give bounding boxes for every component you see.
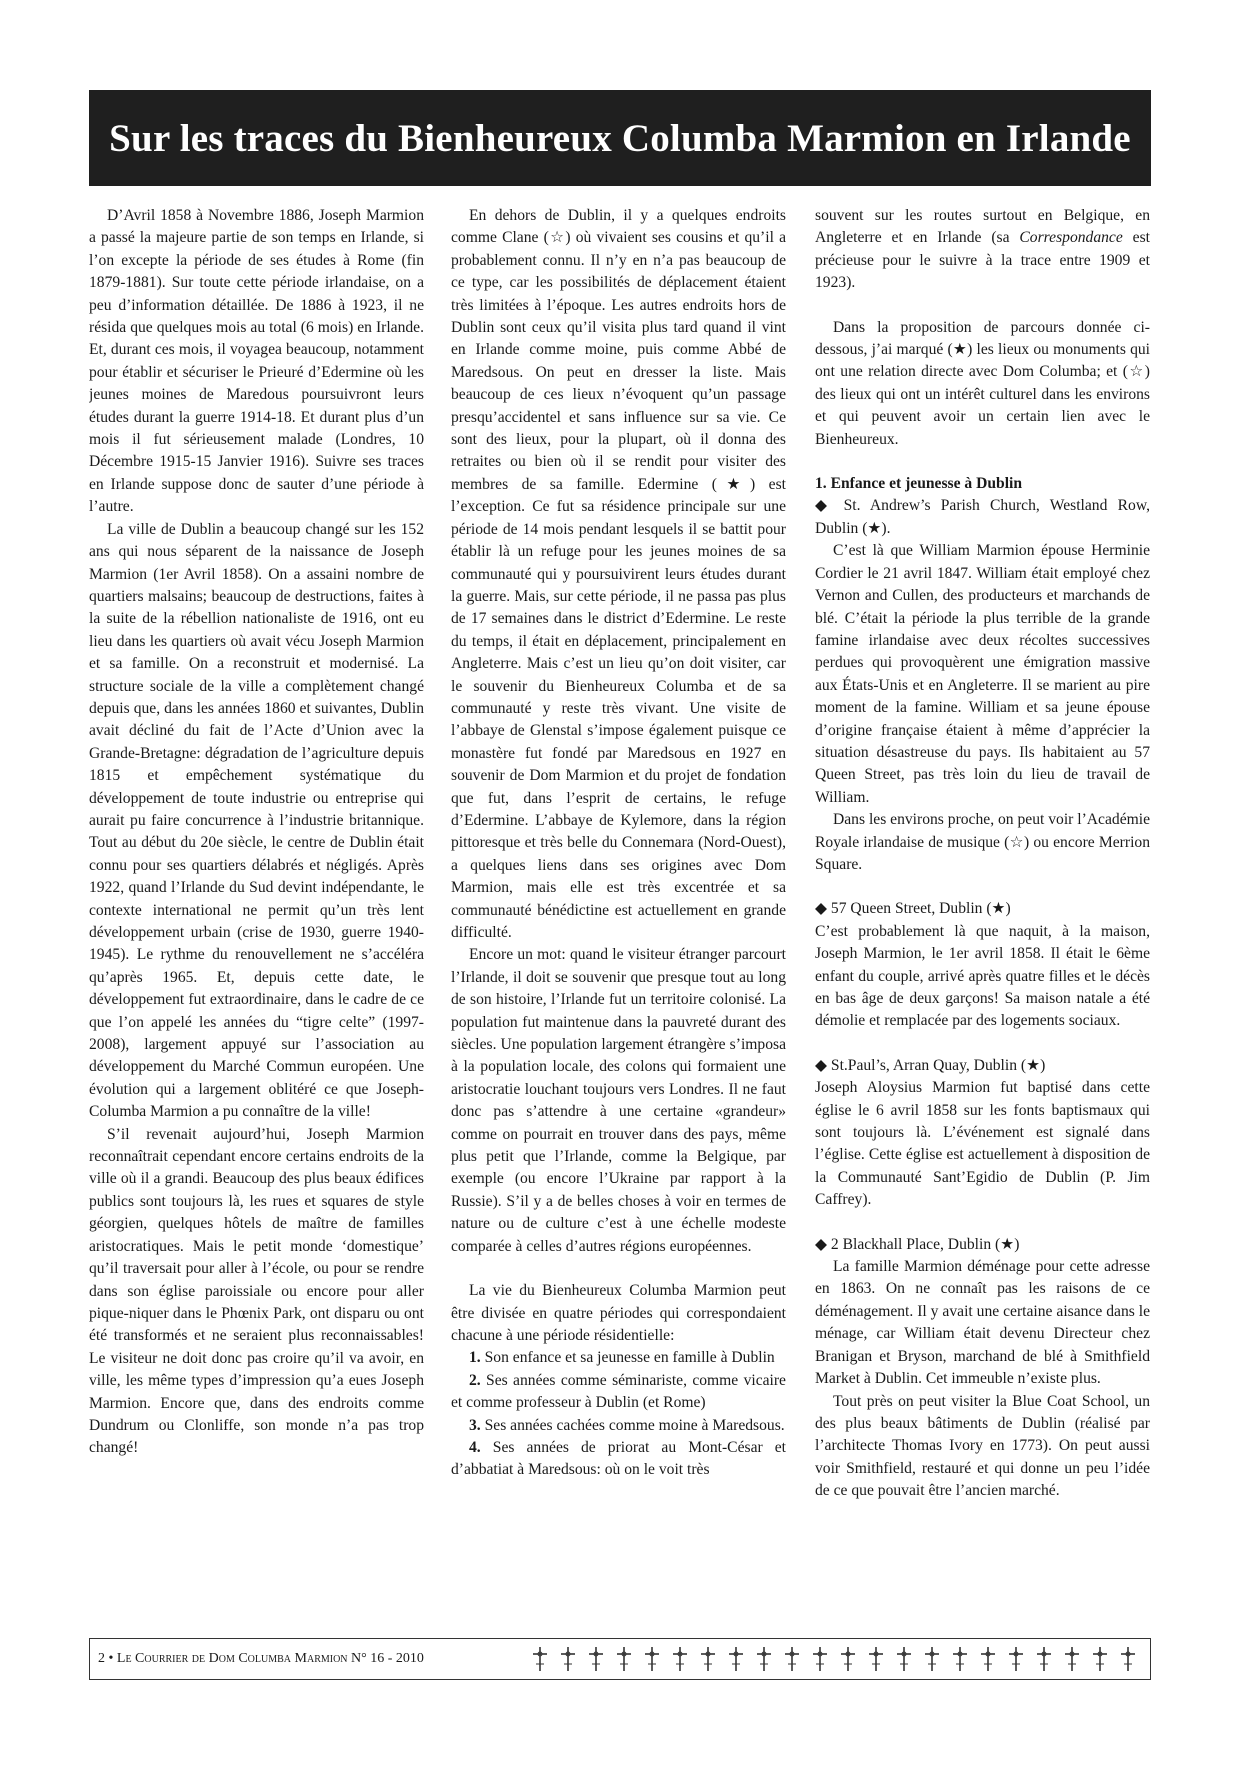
italic-title: Correspondance — [1019, 229, 1123, 247]
paragraph: Tout près on peut visiter la Blue Coat School, un des plus beaux bâtiments de Dublin (réalisé par l’architecte Thomas Ivory en 1773). On peut aussi voir Smithfield, restauré et qui donne un peu l’idée de ce que pouvait être l’ancien marché. — [815, 1392, 1150, 1500]
paragraph: Dans les environs proche, on peut voir l’Académie Royale irlandaise de musique (☆) ou encore Merrion Square. — [815, 811, 1150, 873]
paragraph: La vie du Bienheureux Columba Marmion peut être divisée en quatre périodes qui correspondaient chacune à une période résidentielle: — [451, 1282, 786, 1344]
column-2 — [451, 205, 786, 1625]
period-item — [451, 1347, 786, 1369]
paragraph: S’il revenait aujourd’hui, Joseph Marmion reconnaîtrait cependant encore certains endroits de la ville où il a grandi. Beaucoup des plus beaux édifices publics sont toujours là, les rues et squares de style géorgien, quelques hôtels de maître de familles aristocratiques. Mais le petit monde ‘domestique’ qu’il traversait pour aller à l’école, ou pour se rendre dans son église paroissiale ou encore pour aller pique-niquer dans le Phœnix Park, ont disparu ou ont été transformés et ne seraient plus reconnaissables! Le visiteur ne doit donc pas croire qu’il va avoir, en ville, les même types d’impression qu’a eues Joseph Marmion. Encore que, dans des endroits comme Dundrum ou Clonliffe, son monde n’a pas trop changé! — [89, 1125, 424, 1457]
spacer — [451, 1258, 786, 1280]
period-text: Ses années cachées comme moine à Maredsous. — [484, 1416, 785, 1434]
column-1 — [89, 205, 424, 1625]
section-heading: 1. Enfance et jeunesse à Dublin — [815, 475, 1023, 493]
paragraph: La ville de Dublin a beaucoup changé sur les 152 ans qui nous séparent de la naissance de Joseph Marmion (1er Avril 1858). On a assaini nombre de quartiers malsains; beaucoup de destructions, faites à la suite de la rébellion nationaliste de 1916, ont eu lieu dans les quartiers où avait vécu Joseph Marmion et sa famille. On a reconstruit et modernisé. La structure sociale de la ville a complètement changé depuis que, dans les années 1860 et suivantes, Dublin avait décliné du fait de l’Acte d’Union avec la Grande-Bretagne: dégradation de l’agriculture depuis 1815 et empêchement systématique du développement de toute industrie ou entreprise qui aurait pu faire concurrence à l’industrie britannique. Tout au début du 20e siècle, le centre de Dublin était connu pour ses quartiers délabrés et négligés. Après 1922, quand l’Irlande du Sud devint indépendante, le contexte international ne permit qu’un très lent développement urbain (crise de 1930, guerre 1940-1945). Le rythme du renouvellement ne s’accéléra qu’après 1965. Et, depuis cette date, le développement fut extraordinaire, dans le cadre de ce que l’on appelé les années du “tigre celte” (1997-2008), largement appuyé sur l’association au développement du Marché Commun européen. Une évolution qui a largement oblitéré ce que Joseph-Columba Marmion a pu connaître de la ville! — [89, 520, 424, 1121]
text-run: souvent sur les routes surtout en Belgique, en Angleterre et en Irlande (sa — [815, 207, 1150, 247]
spacer — [815, 1033, 1150, 1055]
article-columns — [89, 205, 1151, 1625]
place-heading: ◆ 57 Queen Street, Dublin (★) — [815, 900, 1011, 918]
period-text: Ses années comme séminariste, comme vicaire et comme professeur à Dublin (et Rome) — [451, 1371, 786, 1412]
text-run: est précieuse pour le suivre à la trace entre 1909 et 1923). — [815, 229, 1150, 292]
place-heading: ◆ 2 Blackhall Place, Dublin (★) — [815, 1235, 1020, 1253]
period-item — [451, 1437, 786, 1482]
spacer — [815, 876, 1150, 898]
paragraph: Joseph Aloysius Marmion fut baptisé dans cette église le 6 avril 1858 sur les fonts baptismaux qui sont toujours là. L’événement est signalé dans l’église. Cette église est actuellement à disposition de la Communauté Sant’Egidio de Dublin (P. Jim Caffrey). — [815, 1079, 1150, 1209]
place-heading: ◆ St. Andrew’s Parish Church, Westland Row, Dublin (★). — [815, 497, 1150, 537]
cross-pattern-icon — [526, 1645, 1140, 1673]
paragraph: C’est probablement là que naquit, à la maison, Joseph Marmion, le 1er avril 1858. Il était le 6ème enfant du couple, arrivé après quatre filles et le décès en bas âge de deux garçons! Sa maison natale a été démolie et remplacée par des logements sociaux. — [815, 922, 1150, 1030]
decorative-cross-border — [526, 1645, 1140, 1673]
title-bar — [89, 90, 1151, 186]
period-text: Son enfance et sa jeunesse en famille à Dublin — [484, 1349, 775, 1367]
paragraph: D’Avril 1858 à Novembre 1886, Joseph Marmion a passé la majeure partie de son temps en Irlande, si l’on excepte la période de ses études à Rome (fin 1879-1881). Sur toute cette période irlandaise, on a peu d’information détaillée. De 1886 à 1923, il ne résida que quelques mois au total (6 mois) en Irlande. Et, durant ces mois, il voyagea beaucoup, notamment pour établir et sécuriser le Prieuré d’Edermine où les jeunes moines de Maredous poursuivront leurs études durant la guerre 1914-18. Et durant plus d’un mois il fut sérieusement malade (Londres, 10 Décembre 1915-15 Janvier 1916). Suivre ses traces en Irlande suppose donc de sauter d’une période à l’autre. — [89, 207, 424, 516]
spacer — [815, 295, 1150, 317]
page-title: Sur les traces du Bienheureux Columba Marmion en Irlande — [109, 116, 1131, 160]
paragraph: C’est là que William Marmion épouse Herminie Cordier le 21 avril 1847. William était employé chez Vernon and Cullen, des producteurs et marchands de blé. C’était la période la plus terrible de la grande famine irlandaise avec deux récoltes successives perdues qui provoquèrent une émigration massive aux États-Unis et en Angleterre. Il se marient au pire moment de la famine. William et sa jeune épouse d’origine française étaient à même d’apprécier la situation désastreuse du pays. Ils habitaient au 57 Queen Street, pas très loin du lieu de travail de William. — [815, 542, 1150, 806]
period-item — [451, 1370, 786, 1415]
paragraph: La famille Marmion déménage pour cette adresse en 1863. On ne connaît pas les raisons de ce déménagement. Il y avait une certaine aisance dans le ménage, car William était devenu Directeur chez Branigan et Bryson, marchand de blé à Smithfield Market à Dublin. Cet immeuble n’existe plus. — [815, 1258, 1150, 1388]
period-number: 3. — [469, 1416, 481, 1434]
period-number: 1. — [469, 1349, 481, 1367]
paragraph: Encore un mot: quand le visiteur étranger parcourt l’Irlande, il doit se souvenir que presque tout au long de son histoire, l’Irlande fut un territoire colonisé. La population fut maintenue dans la pauvreté durant des siècles. Une population largement étrangère s’imposa à la population locale, des colons qui formaient une aristocratie louchant toujours vers Londres. Il ne faut donc pas s’attendre à une certaine «grandeur» comme on pourrait en trouver dans des pays, même plus petit que l’Irlande, comme la Belgique, par exemple (ou encore l’Ukraine par rapport à la Russie). S’il y a de belles choses à voir en termes de nature ou de culture c’est à une échelle modeste comparée à celles d’autres régions européennes. — [451, 946, 786, 1255]
column-3 — [815, 205, 1150, 1625]
period-text: Ses années de priorat au Mont-César et d’abbatiat à Maredsous: où on le voit très — [451, 1438, 786, 1479]
paragraph: Dans la proposition de parcours donnée ci-dessous, j’ai marqué (★) les lieux ou monuments qui ont une relation directe avec Dom Columba; et (☆) des lieux qui ont un intérêt culturel dans les environs et qui peuvent avoir un certain lien avec le Bienheureux. — [815, 318, 1150, 448]
page-footer — [89, 1638, 1151, 1680]
paragraph-continued — [815, 205, 1150, 295]
period-item — [451, 1415, 786, 1437]
spacer — [815, 1212, 1150, 1234]
footer-text: 2 • Le Courrier de Dom Columba Marmion N° 16 - 2010 — [98, 1651, 424, 1666]
place-heading: ◆ St.Paul’s, Arran Quay, Dublin (★) — [815, 1056, 1046, 1074]
paragraph: En dehors de Dublin, il y a quelques endroits comme Clane (☆) où vivaient ses cousins et qu’il a probablement connu. Il n’y en n’a pas beaucoup de ce type, car les possibilités de déplacement étaient très limitées à l’époque. Les autres endroits hors de Dublin sont ceux qu’il visita plus tard quand il vint en Irlande comme moine, puis comme Abbé de Maredsous. On peut en dresser la liste. Mais beaucoup de ces lieux n’évoquent qu’un passage presqu’accidentel et sans influence sur sa vie. Ce sont des lieux, pour la plupart, où il donna des retraites ou bien où il se rendit pour visiter des membres de sa famille. Edermine (★) est l’exception. Ce fut sa résidence principale sur une période de 14 mois pendant lesquels il se battit pour établir là un refuge pour les jeunes moines de sa communauté qui y poursuivirent leurs études durant la guerre. Mais, sur cette période, il ne passa pas plus de 17 semaines dans le district d’Edermine. Le reste du temps, il était en déplacement, principalement en Angleterre. Mais c’est un lieu qu’on doit visiter, car le souvenir du Bienheureux Columba et de sa communauté y reste très vivant. Une visite de l’abbaye de Glenstal s’impose également puisque ce monastère fut fondé par Maredsous en 1927 en souvenir de Dom Marmion et du projet de fondation que fut, dans l’esprit de certains, le refuge d’Edermine. L’abbaye de Kylemore, dans la région pittoresque et très belle du Connemara (Nord-Ouest), a quelques liens dans ses origines avec Dom Marmion, mais elle est très excentrée et sa communauté bénédictine est actuellement en grande difficulté. — [451, 207, 786, 941]
period-number: 4. — [469, 1438, 481, 1456]
spacer — [815, 451, 1150, 473]
period-number: 2. — [469, 1371, 481, 1389]
